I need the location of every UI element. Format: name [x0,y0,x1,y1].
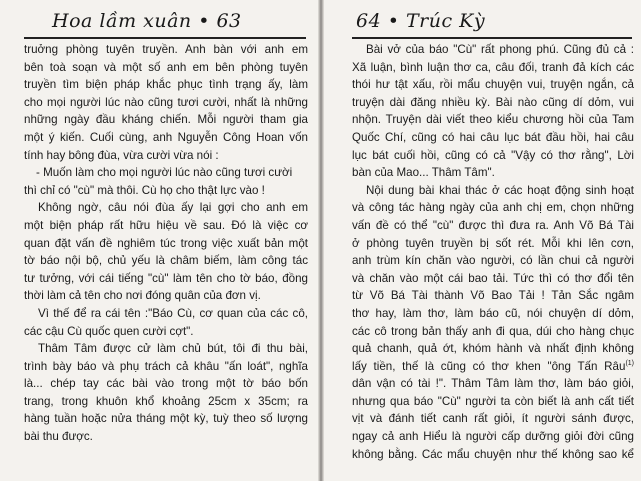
right-line-text: từ Võ Bá Tài thành Võ Bao Tải ! Tản Sắc ngâm [352,289,634,303]
left-text-line [24,340,308,358]
right-line-text: nhưng qua báo "Cù" người ta còn biết là anh cất tiết [352,394,634,408]
left-text-line [24,287,308,305]
right-text-line [352,375,634,393]
left-text-line [24,410,308,428]
right-text-line [352,41,634,59]
right-text-line [352,129,634,147]
left-header-rule [24,37,306,39]
left-line-text: những ngày đầu kháng chiến. Mỗi người tham gia [24,113,308,127]
right-line-text: quả chanh, quả ớt, khóm hành và nhất định không [352,342,634,356]
right-line-text: vấn đề có thể "cù" được thì đưa ra. Anh Võ Bá Tài [352,218,634,232]
right-line-text: thói hư tật xấu, rồi mẩu chuyện vui, truyện ngắn, cả [352,78,634,92]
left-line-text: các cậu Cù quốc quen cười cợt". [24,324,194,338]
right-line-text: các cô trong bản thấy anh đi qua, dúi cho hàng chục [352,324,634,338]
right-text-line [352,147,634,165]
right-text-line [352,287,634,305]
left-text-line [24,217,308,235]
right-text-line [352,217,634,235]
left-text-line [24,59,308,77]
right-page-body [352,41,634,463]
right-text-line [352,323,634,341]
right-text-line [352,446,634,464]
left-line-text: tờ báo nội bộ, chủ yếu là châm biếm, làm công tác [24,254,308,268]
left-text-line [24,323,308,341]
left-text-line [24,182,308,200]
right-line-text: không bằng. Các mẩu chuyện như thế không sao kể [352,447,634,461]
right-line-text: và chăn vào một cái bao tải. Tức thì có thơ đổi tên [352,271,634,285]
right-line-text: lấy tiền, thế là cũng có thơ khen "ông Tấn Râu [352,359,626,373]
right-text-line [352,235,634,253]
left-line-text: Thâm Tâm được cử làm chủ bút, tôi đi thu bài, [38,342,308,356]
left-line-text: Vì thế để ra cái tên :"Báo Cù, cơ quan của các cô, [38,306,308,320]
right-text-line [352,76,634,94]
right-text-line [352,270,634,288]
right-line-text: ngay cả anh Hiểu là người cấp dưỡng giỏi đời cũng [352,430,634,444]
right-line-text: nhộn. Truyện dài viết theo kiểu chương hồi của Tam [352,113,634,127]
left-line-text: cho mọi người lúc nào cũng tươi cười, nhất là những [24,95,308,109]
left-line-text: quan đặt vấn đề nghiêm túc trong việc xuất bản một [24,236,308,250]
left-line-text: - Muốn làm cho mọi người lúc nào cũng tươi cười [36,166,293,180]
left-page [0,0,320,481]
right-text-line [352,340,634,358]
right-line-text: dân vận có tài !". Thâm Tâm làm thơ, làm báo giỏi, [352,377,634,391]
left-line-text: Không ngờ, câu nói đùa ấy lại gợi cho anh em [38,201,308,215]
right-line-text: Bài vở của báo "Cù" rất phong phú. Cũng đủ cả : [366,43,634,56]
right-text-line [352,164,634,182]
footnote-marker: (1) [625,359,634,367]
left-text-line [24,111,308,129]
left-text-line [24,94,308,112]
right-line-text: Quốc Chí, cũng có hai câu lục bát đầu hồi, hai câu [352,130,634,144]
right-text-line [352,252,634,270]
left-text-line [24,76,308,94]
left-line-text: thời làm cả tên cho nơi đóng quân của đơn vị. [24,289,261,303]
left-line-text: thì chỉ có "cù" mà thôi. Cù họ cho thật lực vào ! [24,183,265,197]
left-line-text: bên toà soạn và một số anh em bên phòng tuyên [24,60,308,74]
right-text-line [352,393,634,411]
left-text-line [24,393,308,411]
left-line-text: truởng phòng tuyên truyền. Anh bàn với anh em [24,43,308,56]
right-text-line [352,428,634,446]
right-line-text: thơ hay, làm thơ, làm báo cũ, nói chuyện dí dỏm, [352,306,634,320]
left-text-line [24,147,308,165]
right-text-line [352,94,634,112]
left-text-line [24,428,308,446]
left-text-line [24,252,308,270]
right-page-header: 64 • Trúc Kỳ [356,10,486,32]
left-line-text: một biện pháp rất hữu hiệu về sau. Đó là việc cơ [24,218,308,232]
left-line-text: tư tưởng, với cái tiếng "cù" làm tên cho tờ báo, đồng [24,271,308,285]
right-line-text: anh trùm kín chăn vào người, có lần chui cả người [352,254,634,268]
right-line-text: ở phòng tuyên truyền bị sốt rét. Mỗi khi lên cơn, [352,236,634,250]
left-line-text: một ý kiến. Cuối cùng, anh Nguyễn Công Hoan vốn [24,130,308,144]
left-text-line [24,305,308,323]
right-line-text: vịt và đánh tiết canh rất giỏi, ít người sánh được, [352,412,634,426]
left-text-line [24,164,308,182]
right-line-text: truyện dài đăng nhiều kỳ. Bài nào cũng dí dỏm, vui [352,95,634,109]
left-text-line [24,358,308,376]
left-page-header: Hoa lầm xuân • 63 [52,10,242,32]
left-text-line [24,41,308,59]
right-line-text: Xã luận, bình luận thơ ca, câu đối, tranh đả kích các [352,60,634,74]
left-text-line [24,129,308,147]
left-line-text: trình bày báo và phụ trách cả khâu "ấn loát", nghĩa [24,359,308,373]
left-text-line [24,375,308,393]
right-text-line [352,182,634,200]
left-text-line [24,235,308,253]
left-line-text: là... chép tay các bài vào trong một tờ báo bốn [24,377,308,391]
right-text-line [352,59,634,77]
right-page [322,0,641,481]
left-line-text: tính hay bông đùa, vừa cười vừa nói : [24,148,219,162]
right-text-line [352,199,634,217]
right-text-line [352,358,634,376]
left-line-text: bài thu được. [24,430,93,444]
left-text-line [24,270,308,288]
left-page-body [24,41,308,446]
right-text-line [352,111,634,129]
right-line-text: và công tác hàng ngày của anh chị em, chọn những [352,201,634,215]
right-header-rule [352,37,632,39]
left-text-line [24,199,308,217]
right-text-line [352,410,634,428]
left-line-text: hàng tuần hoặc nửa tháng một kỳ, tuỳ theo số lượng [24,412,308,426]
left-line-text: truyền tìm biện pháp khắc phục tình trạng ấy, làm [24,78,308,92]
right-line-text: Nội dung bài khai thác ở các hoạt động sinh hoạt [366,183,634,197]
right-text-line [352,305,634,323]
right-line-text: lục bát cuối hồi, cũng có cả "Vậy có thơ rằng", Lời [352,148,634,162]
right-line-text: bàn của Mao... Thâm Tâm". [352,166,495,180]
left-line-text: trang, trong khuôn khổ khoảng 25cm x 35cm; ra [24,394,308,408]
